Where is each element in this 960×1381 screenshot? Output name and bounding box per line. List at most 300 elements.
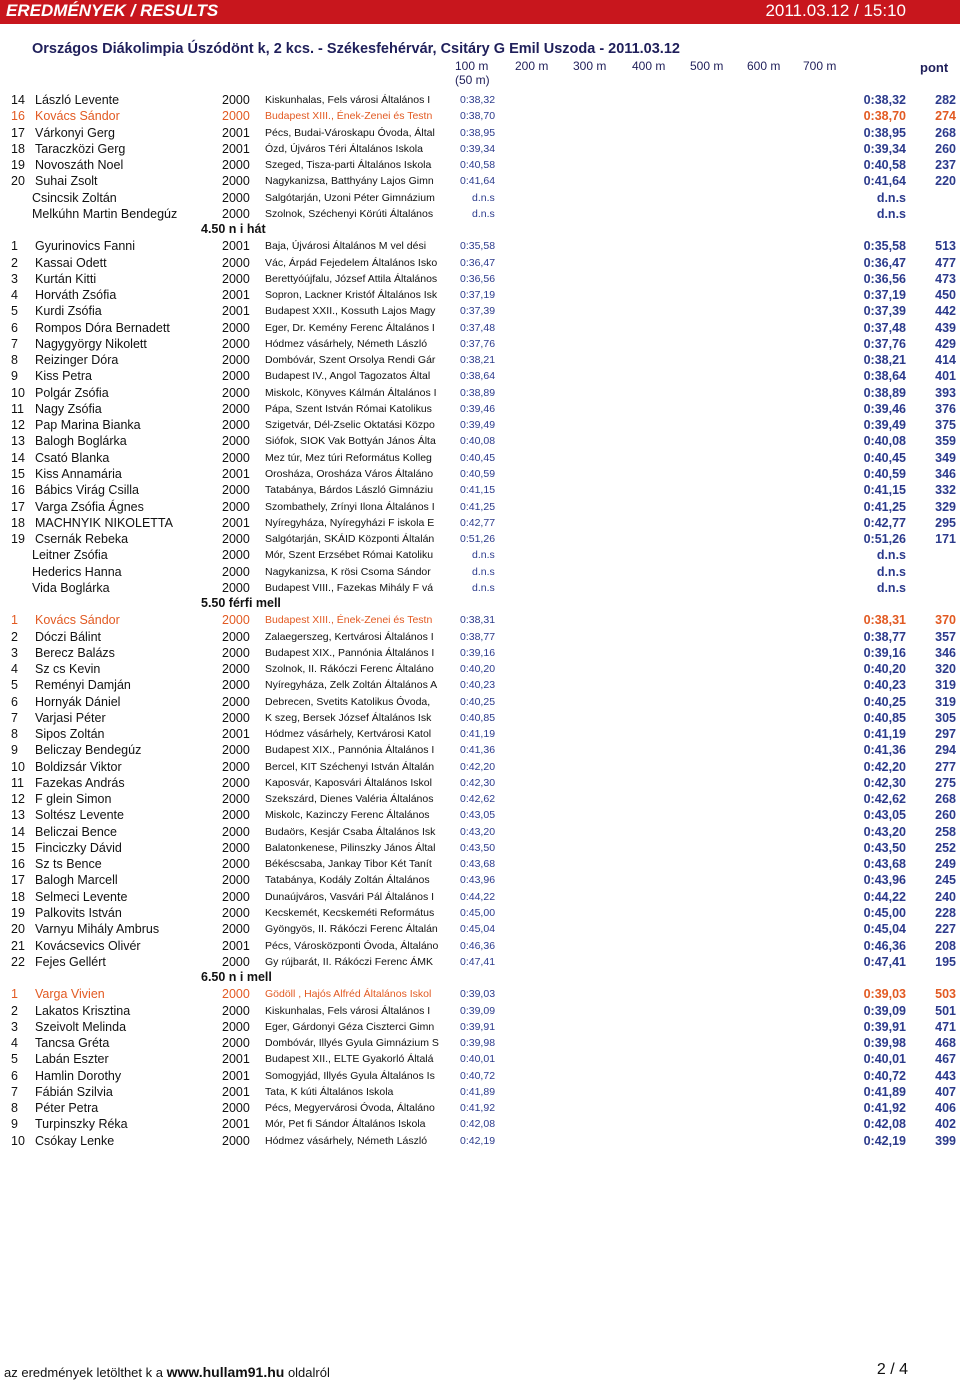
name-cell: Kassai Odett	[35, 255, 107, 270]
final-time-cell: d.n.s	[876, 548, 906, 563]
club-cell: Kaposvár, Kaposvári Általános Iskol	[265, 776, 432, 789]
place-cell: 20	[11, 174, 25, 189]
final-time-cell: 0:38,95	[863, 125, 906, 140]
result-row	[0, 434, 960, 450]
club-cell: Salgótarján, Uzoni Péter Gimnázium	[265, 191, 435, 204]
final-time-cell: 0:38,31	[863, 613, 906, 628]
final-time-cell: 0:45,04	[863, 922, 906, 937]
points-cell: 305	[935, 710, 956, 725]
split-100m-cell: 0:43,20	[460, 825, 496, 838]
final-time-cell: d.n.s	[876, 206, 906, 221]
col-pont: pont	[920, 60, 949, 75]
points-cell: 220	[935, 174, 956, 189]
year-cell: 2000	[222, 174, 250, 189]
year-cell: 2000	[222, 1133, 250, 1148]
result-row	[0, 207, 960, 223]
final-time-cell: 0:39,16	[863, 645, 906, 660]
result-row	[0, 841, 960, 857]
final-time-cell: 0:40,58	[863, 158, 906, 173]
year-cell: 2000	[222, 678, 250, 693]
place-cell: 5	[11, 1052, 18, 1067]
result-row	[0, 532, 960, 548]
club-cell: Bercel, KIT Széchenyi István Általán	[265, 760, 435, 773]
final-time-cell: 0:38,64	[863, 369, 906, 384]
name-cell: Bábics Virág Csilla	[35, 483, 139, 498]
name-cell: Balogh Marcell	[35, 873, 118, 888]
place-cell: 16	[11, 109, 25, 124]
result-row	[0, 548, 960, 564]
year-cell: 2000	[222, 450, 250, 465]
split-100m-cell: 0:44,22	[460, 890, 496, 903]
points-cell: 370	[935, 613, 956, 628]
place-cell: 3	[11, 1019, 18, 1034]
place-cell: 17	[11, 873, 25, 888]
split-100m-cell: 0:40,45	[460, 451, 496, 464]
split-100m-cell: 0:42,20	[460, 760, 496, 773]
place-cell: 10	[11, 385, 25, 400]
final-time-cell: 0:41,19	[863, 727, 906, 742]
place-cell: 19	[11, 532, 25, 547]
name-cell: Suhai Zsolt	[35, 174, 98, 189]
place-cell: 6	[11, 694, 18, 709]
year-cell: 2000	[222, 922, 250, 937]
place-cell: 21	[11, 938, 25, 953]
split-100m-cell: 0:36,56	[460, 272, 496, 285]
result-row	[0, 776, 960, 792]
final-time-cell: 0:39,34	[863, 141, 906, 156]
club-cell: Eger, Dr. Kemény Ferenc Általános I	[265, 321, 435, 334]
points-cell: 357	[935, 629, 956, 644]
event-title: 5.50 férfi mell	[201, 596, 281, 611]
club-cell: Szeged, Tisza-parti Általános Iskola	[265, 159, 432, 172]
result-row	[0, 711, 960, 727]
result-row	[0, 922, 960, 938]
name-cell: Lakatos Krisztina	[35, 1003, 131, 1018]
name-cell: Boldizsár Viktor	[35, 759, 122, 774]
result-row	[0, 565, 960, 581]
year-cell: 2000	[222, 808, 250, 823]
points-cell: 450	[935, 288, 956, 303]
place-cell: 9	[11, 369, 18, 384]
result-row	[0, 500, 960, 516]
club-cell: Salgótarján, SKÁID Központi Általán	[265, 533, 435, 546]
year-cell: 2000	[222, 548, 250, 563]
split-100m-cell: 0:42,30	[460, 776, 496, 789]
name-cell: Csató Blanka	[35, 450, 110, 465]
split-100m-cell: d.n.s	[472, 565, 495, 578]
place-cell: 13	[11, 808, 25, 823]
year-cell: 2000	[222, 1036, 250, 1051]
final-time-cell: 0:38,32	[863, 93, 906, 107]
club-cell: Berettyóújfalu, József Attila Általános	[265, 272, 438, 285]
points-cell: 346	[935, 466, 956, 481]
final-time-cell: 0:51,26	[863, 532, 906, 547]
split-100m-cell: 0:39,49	[460, 419, 496, 432]
name-cell: Sz cs Kevin	[35, 662, 101, 677]
place-cell: 6	[11, 1068, 18, 1083]
club-cell: Pécs, Városközponti Óvoda, Általáno	[265, 939, 439, 952]
club-cell: Dunaújváros, Vasvári Pál Általános I	[265, 890, 435, 903]
result-row	[0, 662, 960, 678]
year-cell: 2000	[222, 109, 250, 124]
club-cell: Eger, Gárdonyi Géza Ciszterci Gimn	[265, 1020, 435, 1033]
timestamp: 2011.03.12 / 15:10	[765, 1, 906, 20]
result-row	[0, 743, 960, 759]
split-100m-cell: 0:51,26	[460, 533, 496, 546]
place-cell: 17	[11, 125, 25, 140]
club-cell: Ózd, Újváros Téri Általános Iskola	[265, 142, 423, 155]
final-time-cell: 0:41,89	[863, 1084, 906, 1099]
club-cell: Vác, Árpád Fejedelem Általános Isko	[265, 256, 438, 269]
club-cell: Nagykanizsa, K rösi Csoma Sándor	[265, 565, 431, 578]
place-cell: 17	[11, 499, 25, 514]
points-cell: 468	[935, 1036, 956, 1051]
split-100m-cell: 0:40,08	[460, 435, 496, 448]
place-cell: 2	[11, 1003, 18, 1018]
split-100m-cell: 0:41,92	[460, 1102, 496, 1115]
club-cell: Szombathely, Zrínyi Ilona Általános I	[265, 500, 435, 513]
result-row	[0, 1004, 960, 1020]
final-time-cell: 0:39,91	[863, 1019, 906, 1034]
name-cell: Labán Eszter	[35, 1052, 109, 1067]
club-cell: Budapest IV., Angol Tagozatos Által	[265, 370, 431, 383]
name-cell: Várkonyi Gerg	[35, 125, 115, 140]
final-time-cell: 0:40,01	[863, 1052, 906, 1067]
final-time-cell: 0:41,92	[863, 1101, 906, 1116]
points-cell: 406	[935, 1101, 956, 1116]
split-100m-cell: d.n.s	[472, 207, 495, 220]
split-100m-cell: 0:39,46	[460, 402, 496, 415]
name-cell: Fazekas András	[35, 775, 125, 790]
result-row	[0, 386, 960, 402]
name-cell: Nagy Zsófia	[35, 401, 102, 416]
name-cell: MACHNYIK NIKOLETTA	[35, 515, 173, 530]
points-cell: 503	[935, 987, 956, 1002]
points-cell: 252	[935, 840, 956, 855]
col-100m: 100 m	[455, 59, 489, 73]
year-cell: 2000	[222, 662, 250, 677]
result-row	[0, 369, 960, 385]
year-cell: 2001	[222, 466, 250, 481]
club-cell: Budapest XII., ELTE Gyakorló Általá	[265, 1053, 434, 1066]
result-row	[0, 1052, 960, 1068]
name-cell: Kovács Sándor	[35, 613, 120, 628]
year-cell: 2000	[222, 1003, 250, 1018]
final-time-cell: 0:44,22	[863, 889, 906, 904]
name-cell: Kovács Sándor	[35, 109, 120, 124]
year-cell: 2000	[222, 190, 250, 205]
club-cell: Szekszárd, Dienes Valéria Általános	[265, 793, 434, 806]
final-time-cell: 0:40,08	[863, 434, 906, 449]
place-cell: 8	[11, 1101, 18, 1116]
result-row	[0, 256, 960, 272]
result-row	[0, 760, 960, 776]
name-cell: Kiss Petra	[35, 369, 92, 384]
place-cell: 3	[11, 271, 18, 286]
split-100m-cell: 0:43,05	[460, 809, 496, 822]
split-100m-cell: 0:38,70	[460, 110, 496, 123]
name-cell: Horváth Zsófia	[35, 288, 117, 303]
name-cell: Hamlin Dorothy	[35, 1068, 122, 1083]
final-time-cell: 0:43,05	[863, 808, 906, 823]
name-cell: Nagygyörgy Nikolett	[35, 336, 147, 351]
points-cell: 477	[935, 255, 956, 270]
points-cell: 268	[935, 125, 956, 140]
final-time-cell: 0:37,19	[863, 288, 906, 303]
split-100m-cell: 0:40,01	[460, 1053, 496, 1066]
header-bar	[0, 0, 960, 24]
place-cell: 19	[11, 158, 25, 173]
place-cell: 4	[11, 1036, 18, 1051]
place-cell: 3	[11, 645, 18, 660]
points-cell: 319	[935, 678, 956, 693]
club-cell: Budapest XIX., Pannónia Általános I	[265, 744, 435, 757]
split-100m-cell: 0:35,58	[460, 240, 496, 253]
club-cell: Dombóvár, Illyés Gyula Gimnázium S	[265, 1037, 439, 1050]
place-cell: 18	[11, 141, 25, 156]
club-cell: Siófok, SIOK Vak Bottyán János Álta	[265, 435, 436, 448]
result-row	[0, 467, 960, 483]
split-100m-cell: 0:37,48	[460, 321, 496, 334]
year-cell: 2001	[222, 1068, 250, 1083]
year-cell: 2000	[222, 840, 250, 855]
place-cell: 22	[11, 954, 25, 969]
club-cell: Sopron, Lackner Kristóf Általános Isk	[265, 289, 438, 302]
place-cell: 1	[11, 613, 18, 628]
points-cell: 402	[935, 1117, 956, 1132]
name-cell: Gyurinovics Fanni	[35, 239, 136, 254]
year-cell: 2000	[222, 759, 250, 774]
name-cell: Reményi Damján	[35, 678, 131, 693]
place-cell: 1	[11, 239, 18, 254]
name-cell: Varga Zsófia Ágnes	[35, 499, 144, 514]
result-row	[0, 613, 960, 629]
final-time-cell: 0:37,48	[863, 320, 906, 335]
name-cell: László Levente	[35, 93, 120, 107]
footer-site-link[interactable]: www.hullam91.hu	[166, 1364, 285, 1380]
result-row	[0, 516, 960, 532]
place-cell: 16	[11, 483, 25, 498]
split-100m-cell: 0:42,62	[460, 793, 496, 806]
club-cell: Mez túr, Mez túri Református Kolleg	[265, 451, 432, 464]
points-cell: 376	[935, 401, 956, 416]
club-cell: Szolnok, II. Rákóczi Ferenc Általáno	[265, 663, 434, 676]
final-time-cell: 0:40,20	[863, 662, 906, 677]
final-time-cell: 0:40,59	[863, 466, 906, 481]
result-row	[0, 1020, 960, 1036]
place-cell: 18	[11, 889, 25, 904]
year-cell: 2000	[222, 987, 250, 1002]
club-cell: K szeg, Bersek József Általános Isk	[265, 711, 432, 724]
points-cell: 349	[935, 450, 956, 465]
result-row	[0, 451, 960, 467]
name-cell: Finciczky Dávid	[35, 840, 122, 855]
split-100m-cell: 0:40,23	[460, 679, 496, 692]
club-cell: Hódmez vásárhely, Kertvárosi Katol	[265, 728, 432, 741]
year-cell: 2000	[222, 255, 250, 270]
year-cell: 2000	[222, 954, 250, 969]
place-cell: 18	[11, 515, 25, 530]
place-cell: 7	[11, 710, 18, 725]
result-row	[0, 158, 960, 174]
split-100m-cell: 0:40,20	[460, 663, 496, 676]
competition-title: Országos Diákolimpia Úszódönt k, 2 kcs. - Székesfehérvár, Csitáry G Emil Uszoda - 2011.03.12	[32, 41, 680, 57]
final-time-cell: 0:38,70	[863, 109, 906, 124]
points-cell: 401	[935, 369, 956, 384]
name-cell: Pap Marina Bianka	[35, 418, 141, 433]
name-cell: Kovácsevics Olivér	[35, 938, 141, 953]
year-cell: 2000	[222, 824, 250, 839]
year-cell: 2000	[222, 580, 250, 595]
place-cell: 7	[11, 1084, 18, 1099]
place-cell: 2	[11, 629, 18, 644]
final-time-cell: 0:37,39	[863, 304, 906, 319]
club-cell: Nyíregyháza, Zelk Zoltán Általános A	[265, 679, 438, 692]
points-cell: 399	[935, 1133, 956, 1148]
club-cell: Szolnok, Széchenyi Körúti Általános	[265, 207, 434, 220]
place-cell: 9	[11, 743, 18, 758]
name-cell: Polgár Zsófia	[35, 385, 109, 400]
place-cell: 14	[11, 450, 25, 465]
points-cell: 195	[935, 954, 956, 969]
club-cell: Zalaegerszeg, Kertvárosi Általános I	[265, 630, 434, 643]
col-600m: 600 m	[747, 59, 781, 73]
final-time-cell: 0:41,36	[863, 743, 906, 758]
club-cell: Budapest XIII., Ének-Zenei és Testn	[265, 110, 433, 123]
points-cell: 282	[935, 93, 956, 107]
year-cell: 2000	[222, 645, 250, 660]
year-cell: 2000	[222, 206, 250, 221]
final-time-cell: 0:40,85	[863, 710, 906, 725]
points-cell: 471	[935, 1019, 956, 1034]
final-time-cell: 0:38,21	[863, 353, 906, 368]
name-cell: Vida Boglárka	[32, 580, 110, 595]
result-row	[0, 808, 960, 824]
points-cell: 513	[935, 239, 956, 254]
final-time-cell: 0:47,41	[863, 954, 906, 969]
name-cell: Fejes Gellért	[35, 954, 106, 969]
result-row	[0, 939, 960, 955]
name-cell: Szeivolt Melinda	[35, 1019, 127, 1034]
points-cell: 208	[935, 938, 956, 953]
points-cell: 297	[935, 727, 956, 742]
name-cell: Selmeci Levente	[35, 889, 128, 904]
final-time-cell: 0:42,20	[863, 759, 906, 774]
name-cell: Beliczay Bendegúz	[35, 743, 142, 758]
year-cell: 2001	[222, 515, 250, 530]
final-time-cell: 0:41,15	[863, 483, 906, 498]
final-time-cell: 0:46,36	[863, 938, 906, 953]
year-cell: 2000	[222, 271, 250, 286]
final-time-cell: d.n.s	[876, 564, 906, 579]
club-cell: Kecskemét, Kecskeméti Református	[265, 907, 435, 919]
result-row	[0, 1117, 960, 1133]
club-cell: Hódmez vásárhely, Németh László	[265, 1134, 428, 1147]
club-cell: Tata, K kúti Általános Iskola	[265, 1085, 394, 1098]
year-cell: 2001	[222, 125, 250, 140]
result-row	[0, 906, 960, 922]
split-100m-cell: 0:38,64	[460, 370, 496, 383]
name-cell: Soltész Levente	[35, 808, 124, 823]
place-cell: 10	[11, 759, 25, 774]
year-cell: 2000	[222, 613, 250, 628]
final-time-cell: 0:35,58	[863, 239, 906, 254]
name-cell: Novoszáth Noel	[35, 158, 124, 173]
points-cell: 329	[935, 499, 956, 514]
place-cell: 20	[11, 922, 25, 937]
split-100m-cell: 0:41,19	[460, 728, 496, 741]
club-cell: Mór, Pet fi Sándor Általános Iskola	[265, 1118, 426, 1131]
result-row	[0, 142, 960, 158]
split-100m-cell: 0:41,64	[460, 175, 496, 188]
final-time-cell: 0:42,08	[863, 1117, 906, 1132]
year-cell: 2000	[222, 564, 250, 579]
place-cell: 15	[11, 840, 25, 855]
split-100m-cell: 0:41,89	[460, 1085, 496, 1098]
result-row	[0, 1134, 960, 1150]
year-cell: 2001	[222, 727, 250, 742]
result-row	[0, 288, 960, 304]
year-cell: 2000	[222, 499, 250, 514]
points-cell: 249	[935, 857, 956, 872]
place-cell: 9	[11, 1117, 18, 1132]
year-cell: 2000	[222, 369, 250, 384]
year-cell: 2000	[222, 857, 250, 872]
points-cell: 442	[935, 304, 956, 319]
year-cell: 2000	[222, 385, 250, 400]
name-cell: Leitner Zsófia	[32, 548, 108, 563]
points-cell: 439	[935, 320, 956, 335]
split-100m-cell: 0:41,36	[460, 744, 496, 757]
result-row	[0, 695, 960, 711]
club-cell: Dombóvár, Szent Orsolya Rendi Gár	[265, 354, 436, 367]
col-300m: 300 m	[573, 59, 607, 73]
result-row	[0, 825, 960, 841]
result-row	[0, 109, 960, 125]
points-cell: 240	[935, 889, 956, 904]
name-cell: Kurtán Kitti	[35, 271, 97, 286]
split-100m-cell: 0:41,15	[460, 484, 496, 497]
year-cell: 2000	[222, 320, 250, 335]
final-time-cell: 0:39,98	[863, 1036, 906, 1051]
name-cell: Hederics Hanna	[32, 564, 122, 579]
split-100m-cell: 0:42,19	[460, 1134, 496, 1147]
year-cell: 2000	[222, 401, 250, 416]
final-time-cell: 0:40,72	[863, 1068, 906, 1083]
points-cell: 319	[935, 694, 956, 709]
page-number: 2 / 4	[876, 1361, 908, 1378]
split-100m-cell: 0:40,58	[460, 159, 496, 172]
footer-note	[4, 1364, 330, 1380]
club-cell: Hódmez vásárhely, Németh László	[265, 337, 428, 350]
result-row	[0, 321, 960, 337]
name-cell: Rompos Dóra Bernadett	[35, 320, 170, 335]
place-cell: 4	[11, 288, 18, 303]
points-cell: 467	[935, 1052, 956, 1067]
final-time-cell: 0:43,68	[863, 857, 906, 872]
year-cell: 2000	[222, 694, 250, 709]
final-time-cell: 0:36,56	[863, 271, 906, 286]
final-time-cell: 0:39,03	[863, 987, 906, 1002]
final-time-cell: 0:43,50	[863, 840, 906, 855]
club-cell: Miskolc, Könyves Kálmán Általános I	[265, 386, 437, 399]
place-cell: 13	[11, 434, 25, 449]
club-cell: Debrecen, Svetits Katolikus Óvoda,	[265, 695, 431, 708]
club-cell: Budapest XIII., Ének-Zenei és Testn	[265, 614, 433, 627]
year-cell: 2001	[222, 304, 250, 319]
points-cell: 275	[935, 775, 956, 790]
club-cell: Somogyjád, Illyés Gyula Általános Is	[265, 1069, 435, 1082]
